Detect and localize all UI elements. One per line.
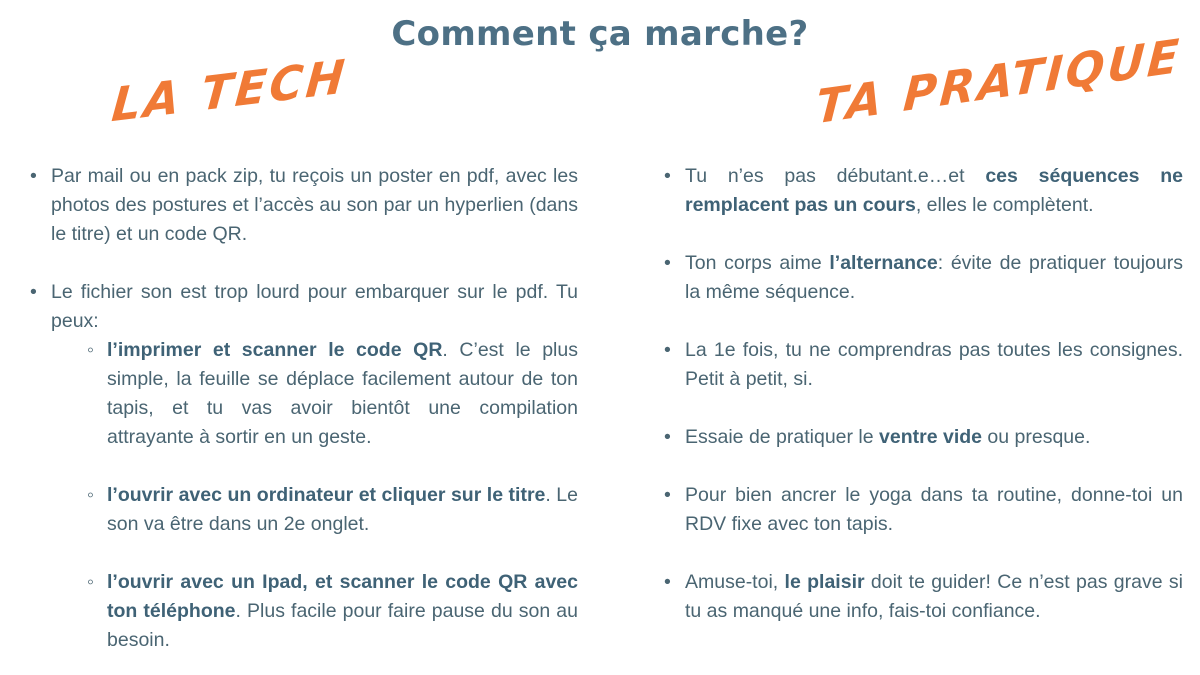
list-item [664,481,1183,539]
item-text: Pour bien ancrer le yoga dans ta routine, donne-toi un RDV fixe avec ton tapis. [685,484,1183,535]
item-bold: l’alternance [829,252,938,274]
sub-list [51,336,578,655]
item-text: Ton corps aime [685,252,830,274]
item-bold: l’imprimer et scanner le code QR [107,339,443,361]
sub-list-item [51,336,578,452]
item-text: : évite de pratiquer toujours la même séquence. [685,252,1183,303]
list-item [664,162,1183,220]
tech-list [30,162,578,655]
heading-la-tech: LA TECH [109,48,350,133]
item-text: , elles le complètent. [915,194,1094,216]
list-item [664,249,1183,307]
item-bold: l’ouvrir avec un Ipad, et scanner le code QR avec ton téléphone [107,571,578,622]
item-text: Amuse-toi, [685,571,785,593]
item-text: . Le son va être dans un 2e onglet. [107,484,578,535]
item-text: doit te guider! Ce n’est pas grave si tu as manqué une info, fais-toi confiance. [685,571,1183,622]
item-text: Le fichier son est trop lourd pour embarquer sur le pdf. Tu peux: [51,281,578,332]
item-text: Tu n’es pas débutant.e…et [685,165,986,187]
sub-list-item [51,568,578,655]
list-item [30,162,578,249]
item-bold: ces séquences ne remplacent pas un cours [685,165,1183,216]
heading-ta-pratique: TA PRATIQUE [814,28,1184,135]
page-title: Comment ça marche? [391,14,809,54]
practice-list [664,162,1183,626]
item-bold: l’ouvrir avec un ordinateur et cliquer sur le titre [107,484,546,506]
list-item [30,278,578,655]
item-text: Essaie de pratiquer le [685,426,880,448]
right-column [664,162,1183,626]
item-text: . C’est le plus simple, la feuille se déplace facilement autour de ton tapis, et tu vas avoir bientôt une compilation attrayante à sortir en un geste. [107,339,578,448]
item-text: Par mail ou en pack zip, tu reçois un poster en pdf, avec les photos des postures et l’accès au son par un hyperlien (dans le titre) et un code QR. [51,165,578,245]
sub-list-item [51,481,578,539]
list-item [664,336,1183,394]
left-column [30,162,578,655]
item-text: La 1e fois, tu ne comprendras pas toutes les consignes. Petit à petit, si. [685,339,1183,390]
item-bold: le plaisir [784,571,865,593]
item-text: . Plus facile pour faire pause du son au besoin. [107,600,578,651]
list-item [664,423,1183,452]
list-item [664,568,1183,626]
item-text: ou presque. [982,426,1091,448]
item-bold: ventre vide [879,426,982,448]
